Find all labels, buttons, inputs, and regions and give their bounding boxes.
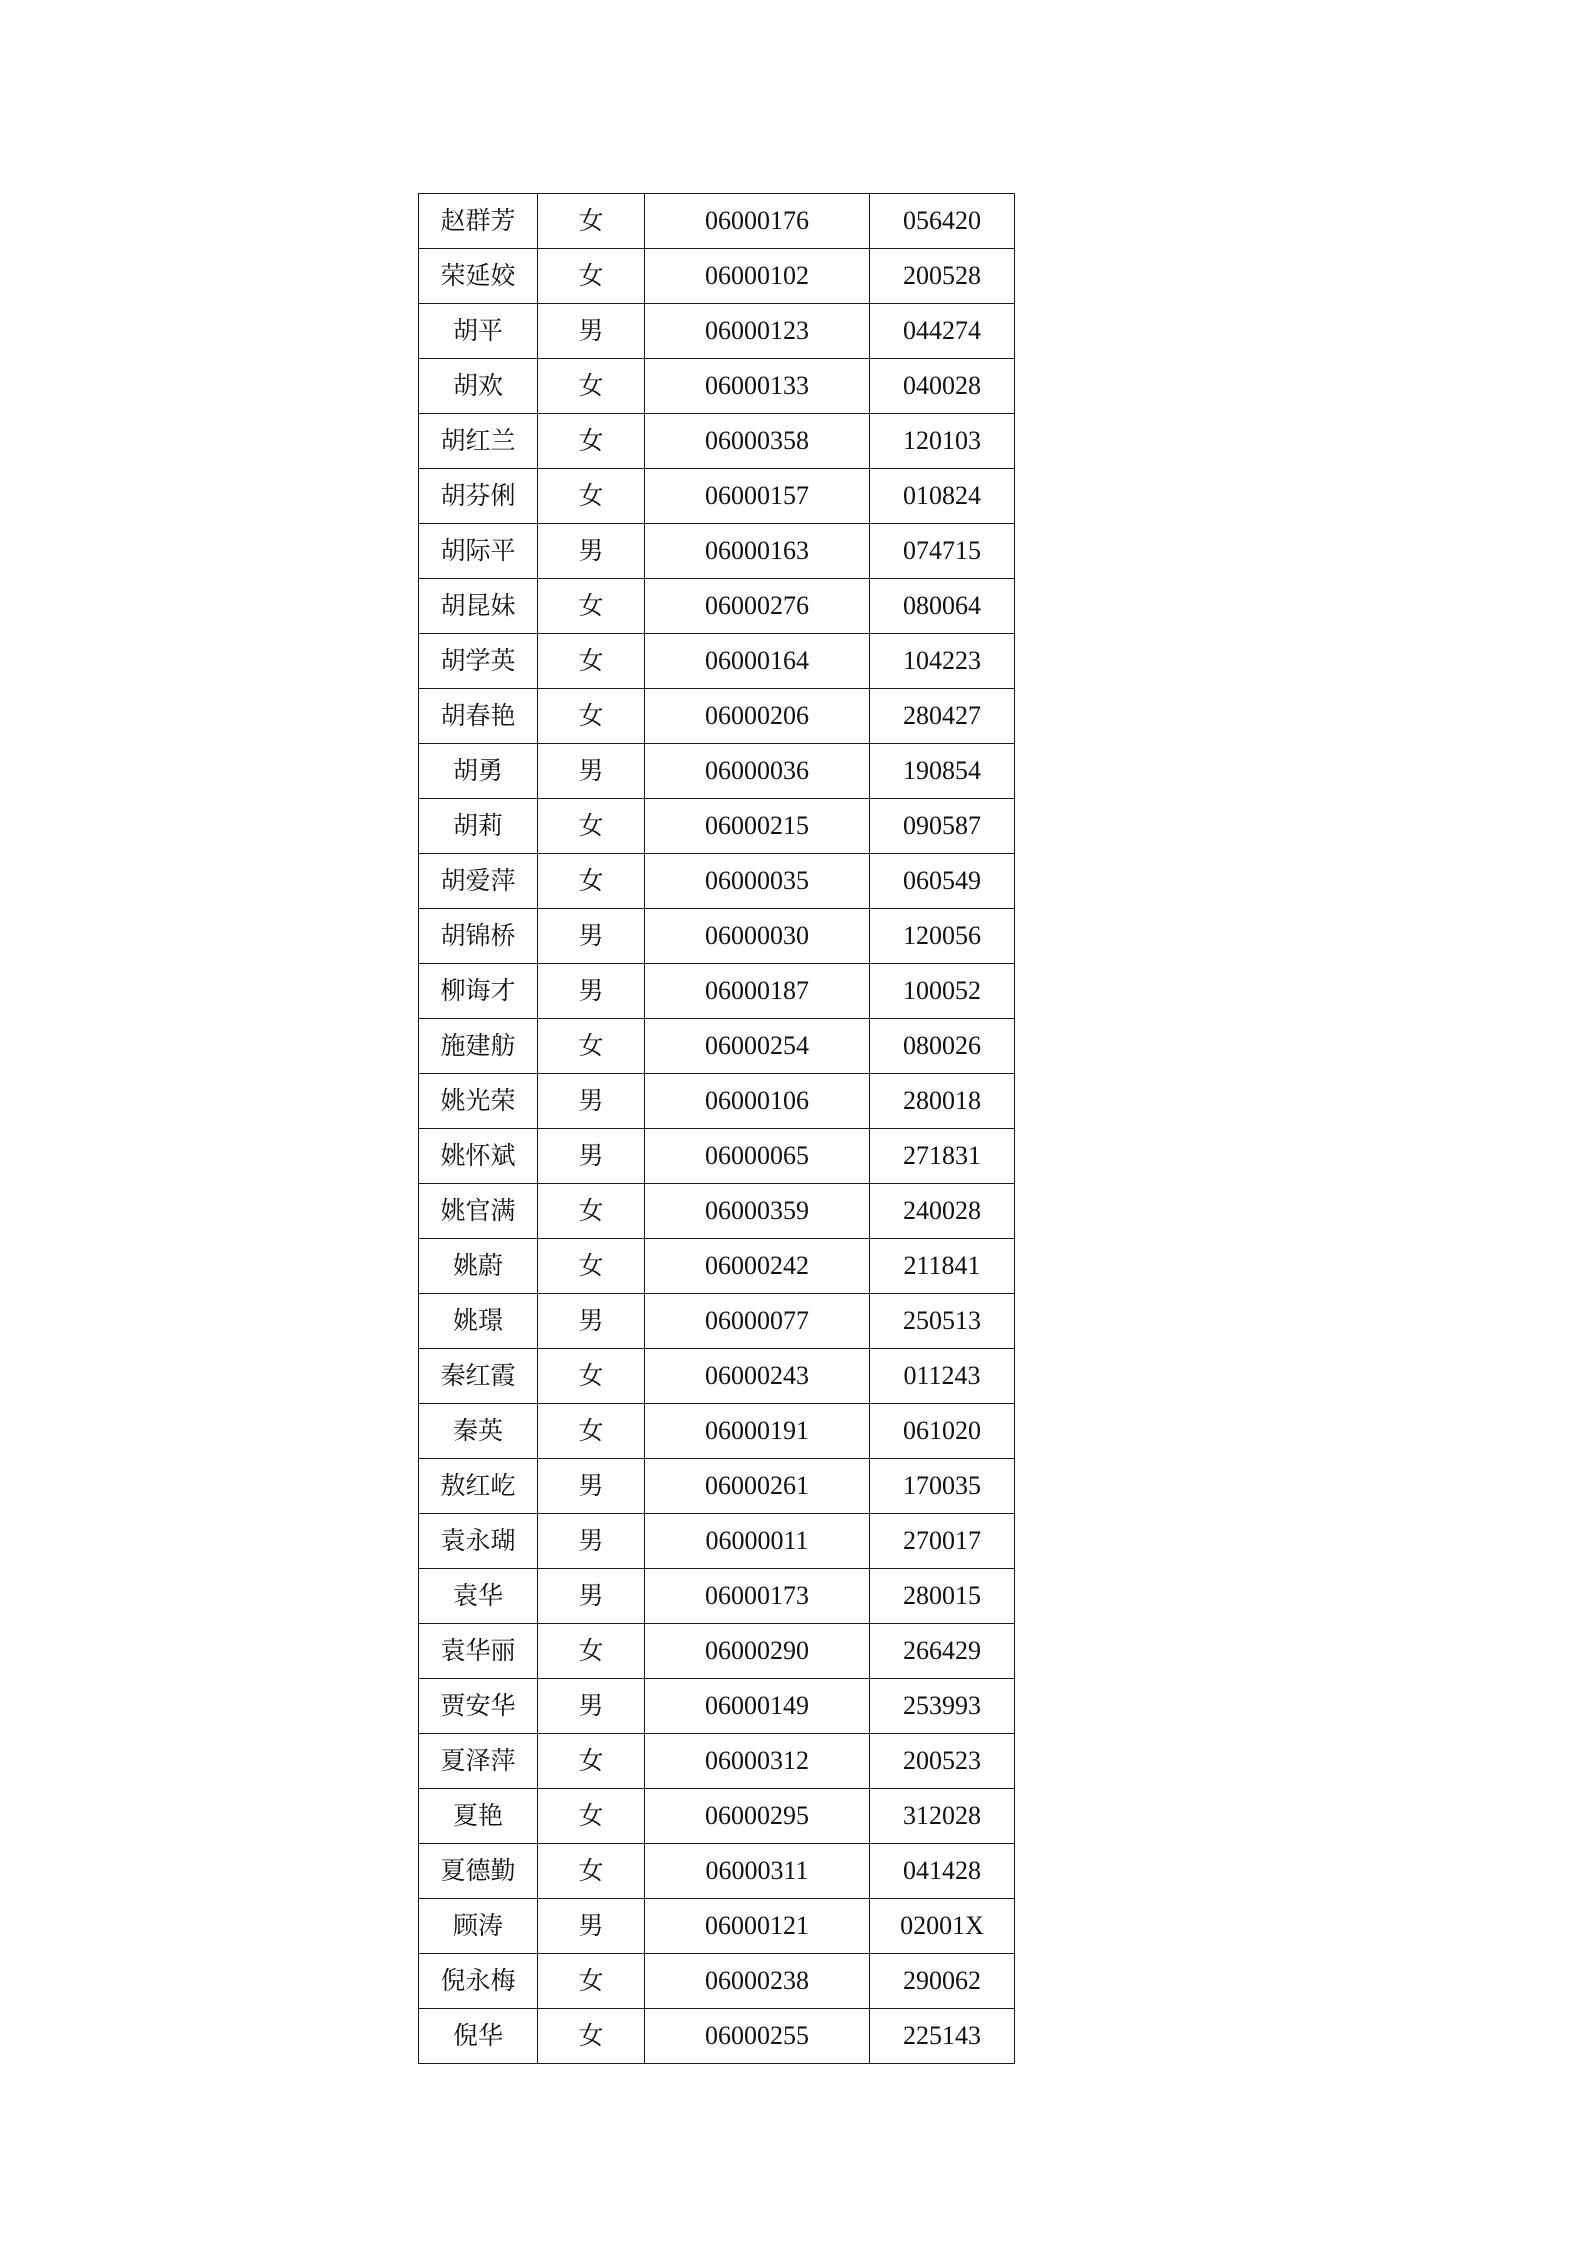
table-row [419,744,1015,799]
code-cell: 010824 [870,469,1015,524]
name-cell: 柳诲才 [419,964,538,1019]
code-cell: 040028 [870,359,1015,414]
code-cell: 250513 [870,1294,1015,1349]
gender-cell: 男 [538,744,645,799]
code-cell: 266429 [870,1624,1015,1679]
code-cell: 211841 [870,1239,1015,1294]
code-cell: 056420 [870,194,1015,249]
table-row [419,1514,1015,1569]
id-number-cell: 06000077 [645,1294,870,1349]
id-number-cell: 06000254 [645,1019,870,1074]
id-number-cell: 06000295 [645,1789,870,1844]
gender-cell: 女 [538,249,645,304]
table-row [419,1459,1015,1514]
name-cell: 姚官满 [419,1184,538,1239]
gender-cell: 女 [538,634,645,689]
gender-cell: 女 [538,1789,645,1844]
name-cell: 胡春艳 [419,689,538,744]
code-cell: 060549 [870,854,1015,909]
id-number-cell: 06000173 [645,1569,870,1624]
name-cell: 秦红霞 [419,1349,538,1404]
code-cell: 280427 [870,689,1015,744]
gender-cell: 女 [538,689,645,744]
id-number-cell: 06000242 [645,1239,870,1294]
id-number-cell: 06000255 [645,2009,870,2064]
code-cell: 080026 [870,1019,1015,1074]
id-number-cell: 06000206 [645,689,870,744]
gender-cell: 女 [538,469,645,524]
table-row [419,249,1015,304]
code-cell: 270017 [870,1514,1015,1569]
table-row [419,1569,1015,1624]
id-number-cell: 06000030 [645,909,870,964]
id-number-cell: 06000176 [645,194,870,249]
code-cell: 200528 [870,249,1015,304]
table-row [419,1184,1015,1239]
id-number-cell: 06000102 [645,249,870,304]
code-cell: 271831 [870,1129,1015,1184]
table-row [419,1019,1015,1074]
code-cell: 011243 [870,1349,1015,1404]
table-row [419,909,1015,964]
code-cell: 170035 [870,1459,1015,1514]
gender-cell: 女 [538,799,645,854]
table-row [419,1679,1015,1734]
table-row [419,854,1015,909]
name-cell: 姚蔚 [419,1239,538,1294]
name-cell: 胡欢 [419,359,538,414]
id-number-cell: 06000187 [645,964,870,1019]
code-cell: 120056 [870,909,1015,964]
name-cell: 夏德勤 [419,1844,538,1899]
id-number-cell: 06000359 [645,1184,870,1239]
id-number-cell: 06000311 [645,1844,870,1899]
code-cell: 290062 [870,1954,1015,2009]
gender-cell: 女 [538,1404,645,1459]
name-cell: 贾安华 [419,1679,538,1734]
gender-cell: 女 [538,1019,645,1074]
code-cell: 104223 [870,634,1015,689]
table-row [419,634,1015,689]
table-row [419,2009,1015,2064]
id-number-cell: 06000121 [645,1899,870,1954]
table-row [419,1129,1015,1184]
gender-cell: 男 [538,304,645,359]
gender-cell: 男 [538,909,645,964]
name-cell: 胡平 [419,304,538,359]
table-row [419,579,1015,634]
table-row [419,1294,1015,1349]
name-cell: 赵群芳 [419,194,538,249]
table-row [419,1404,1015,1459]
id-number-cell: 06000163 [645,524,870,579]
name-cell: 姚怀斌 [419,1129,538,1184]
name-cell: 夏泽萍 [419,1734,538,1789]
table-row [419,1844,1015,1899]
id-number-cell: 06000243 [645,1349,870,1404]
name-cell: 敖红屹 [419,1459,538,1514]
gender-cell: 男 [538,1899,645,1954]
code-cell: 240028 [870,1184,1015,1239]
name-cell: 荣延姣 [419,249,538,304]
gender-cell: 男 [538,1514,645,1569]
code-cell: 090587 [870,799,1015,854]
gender-cell: 女 [538,1734,645,1789]
code-cell: 253993 [870,1679,1015,1734]
table-row [419,799,1015,854]
code-cell: 074715 [870,524,1015,579]
name-cell: 夏艳 [419,1789,538,1844]
table-row [419,1789,1015,1844]
code-cell: 061020 [870,1404,1015,1459]
id-number-cell: 06000157 [645,469,870,524]
name-cell: 倪华 [419,2009,538,2064]
id-number-cell: 06000276 [645,579,870,634]
code-cell: 02001X [870,1899,1015,1954]
table-row [419,469,1015,524]
id-number-cell: 06000036 [645,744,870,799]
id-number-cell: 06000358 [645,414,870,469]
code-cell: 200523 [870,1734,1015,1789]
roster-table-body [419,194,1015,2064]
name-cell: 胡际平 [419,524,538,579]
gender-cell: 女 [538,2009,645,2064]
id-number-cell: 06000149 [645,1679,870,1734]
id-number-cell: 06000215 [645,799,870,854]
table-row [419,1734,1015,1789]
name-cell: 袁永瑚 [419,1514,538,1569]
gender-cell: 女 [538,414,645,469]
gender-cell: 男 [538,524,645,579]
table-row [419,1349,1015,1404]
gender-cell: 男 [538,1129,645,1184]
id-number-cell: 06000164 [645,634,870,689]
name-cell: 胡勇 [419,744,538,799]
gender-cell: 女 [538,359,645,414]
id-number-cell: 06000238 [645,1954,870,2009]
name-cell: 胡红兰 [419,414,538,469]
name-cell: 袁华 [419,1569,538,1624]
name-cell: 倪永梅 [419,1954,538,2009]
code-cell: 044274 [870,304,1015,359]
table-row [419,1954,1015,2009]
name-cell: 胡爱萍 [419,854,538,909]
id-number-cell: 06000290 [645,1624,870,1679]
name-cell: 胡芬俐 [419,469,538,524]
roster-table [418,193,1015,2064]
code-cell: 080064 [870,579,1015,634]
name-cell: 秦英 [419,1404,538,1459]
name-cell: 袁华丽 [419,1624,538,1679]
table-row [419,964,1015,1019]
gender-cell: 男 [538,1074,645,1129]
code-cell: 041428 [870,1844,1015,1899]
code-cell: 120103 [870,414,1015,469]
id-number-cell: 06000123 [645,304,870,359]
code-cell: 225143 [870,2009,1015,2064]
name-cell: 胡昆妹 [419,579,538,634]
id-number-cell: 06000133 [645,359,870,414]
gender-cell: 女 [538,1844,645,1899]
name-cell: 胡莉 [419,799,538,854]
gender-cell: 女 [538,1184,645,1239]
id-number-cell: 06000011 [645,1514,870,1569]
table-row [419,1899,1015,1954]
gender-cell: 女 [538,194,645,249]
table-row [419,304,1015,359]
table-row [419,414,1015,469]
gender-cell: 男 [538,1459,645,1514]
id-number-cell: 06000106 [645,1074,870,1129]
gender-cell: 男 [538,964,645,1019]
code-cell: 280015 [870,1569,1015,1624]
table-row [419,1239,1015,1294]
gender-cell: 女 [538,1954,645,2009]
name-cell: 胡锦桥 [419,909,538,964]
name-cell: 姚光荣 [419,1074,538,1129]
gender-cell: 男 [538,1294,645,1349]
code-cell: 312028 [870,1789,1015,1844]
code-cell: 100052 [870,964,1015,1019]
table-row [419,359,1015,414]
gender-cell: 女 [538,1239,645,1294]
gender-cell: 男 [538,1569,645,1624]
gender-cell: 女 [538,1349,645,1404]
table-row [419,194,1015,249]
code-cell: 190854 [870,744,1015,799]
code-cell: 280018 [870,1074,1015,1129]
id-number-cell: 06000191 [645,1404,870,1459]
table-row [419,1074,1015,1129]
id-number-cell: 06000065 [645,1129,870,1184]
name-cell: 顾涛 [419,1899,538,1954]
id-number-cell: 06000312 [645,1734,870,1789]
gender-cell: 女 [538,854,645,909]
name-cell: 施建舫 [419,1019,538,1074]
name-cell: 胡学英 [419,634,538,689]
gender-cell: 男 [538,1679,645,1734]
name-cell: 姚璟 [419,1294,538,1349]
id-number-cell: 06000035 [645,854,870,909]
table-row [419,1624,1015,1679]
gender-cell: 女 [538,1624,645,1679]
gender-cell: 女 [538,579,645,634]
id-number-cell: 06000261 [645,1459,870,1514]
table-row [419,524,1015,579]
table-row [419,689,1015,744]
